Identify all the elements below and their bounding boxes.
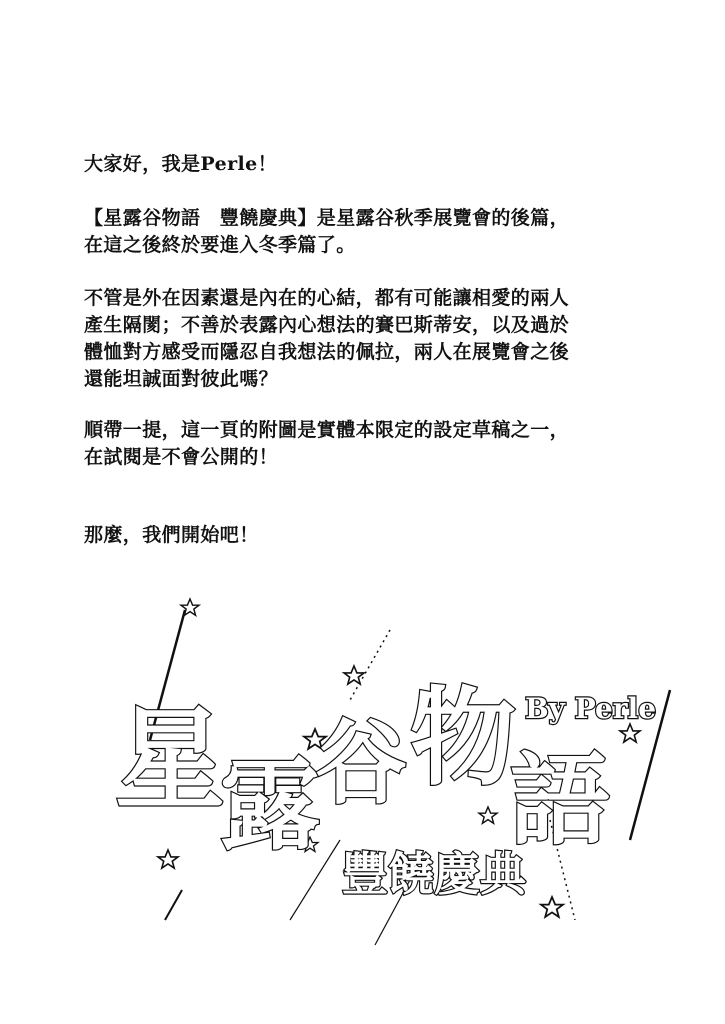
text-line: 順帶一提，這一頁的附圖是實體本限定的設定草稿之一， [84,419,570,441]
paragraph-greeting [84,151,644,178]
title-char: 露 [220,746,320,864]
streak-dots [350,630,390,700]
logo-subtitle: 豐饒慶典 [342,847,526,901]
star-icon [479,807,497,823]
paragraph-intro [84,205,644,259]
text-line: 體恤對方感受而隱忍自我想法的佩拉，兩人在展覽會之後 [84,341,570,363]
paragraph-note [84,417,644,471]
star-icon [344,666,364,684]
title-logo [110,590,680,950]
text-line: 在這之後終於要進入冬季篇了。 [84,234,356,256]
text-line: 在試閱是不會公開的！ [84,446,279,468]
text-line: 不管是外在因素還是內在的心結，都有可能讓相愛的兩人 [84,287,570,309]
paragraph-story [84,285,644,393]
text-line: 大家好，我是Perle！ [84,153,277,175]
text-line: 那麼，我們開始吧！ [84,524,259,546]
paragraph-start [84,522,644,549]
logo-title [115,675,656,901]
star-icon [620,724,640,742]
text-line: 還能坦誠面對彼此嗎？ [84,368,279,390]
star-icon [158,850,178,868]
text-line: 產生隔閡；不善於表露內心想法的賽巴斯蒂安，以及過於 [84,314,570,336]
title-char: 語 [510,741,610,859]
streak-line [165,890,182,920]
logo-byline: By Perle [525,692,657,725]
text-line: 【星露谷物語 豐饒慶典】是星露谷秋季展覽會的後篇， [84,207,570,229]
logo-graphic [110,590,680,950]
title-char: 物 [410,675,516,800]
title-char: 星 [115,695,225,824]
title-char: 谷 [315,709,408,817]
star-icon [541,897,563,917]
